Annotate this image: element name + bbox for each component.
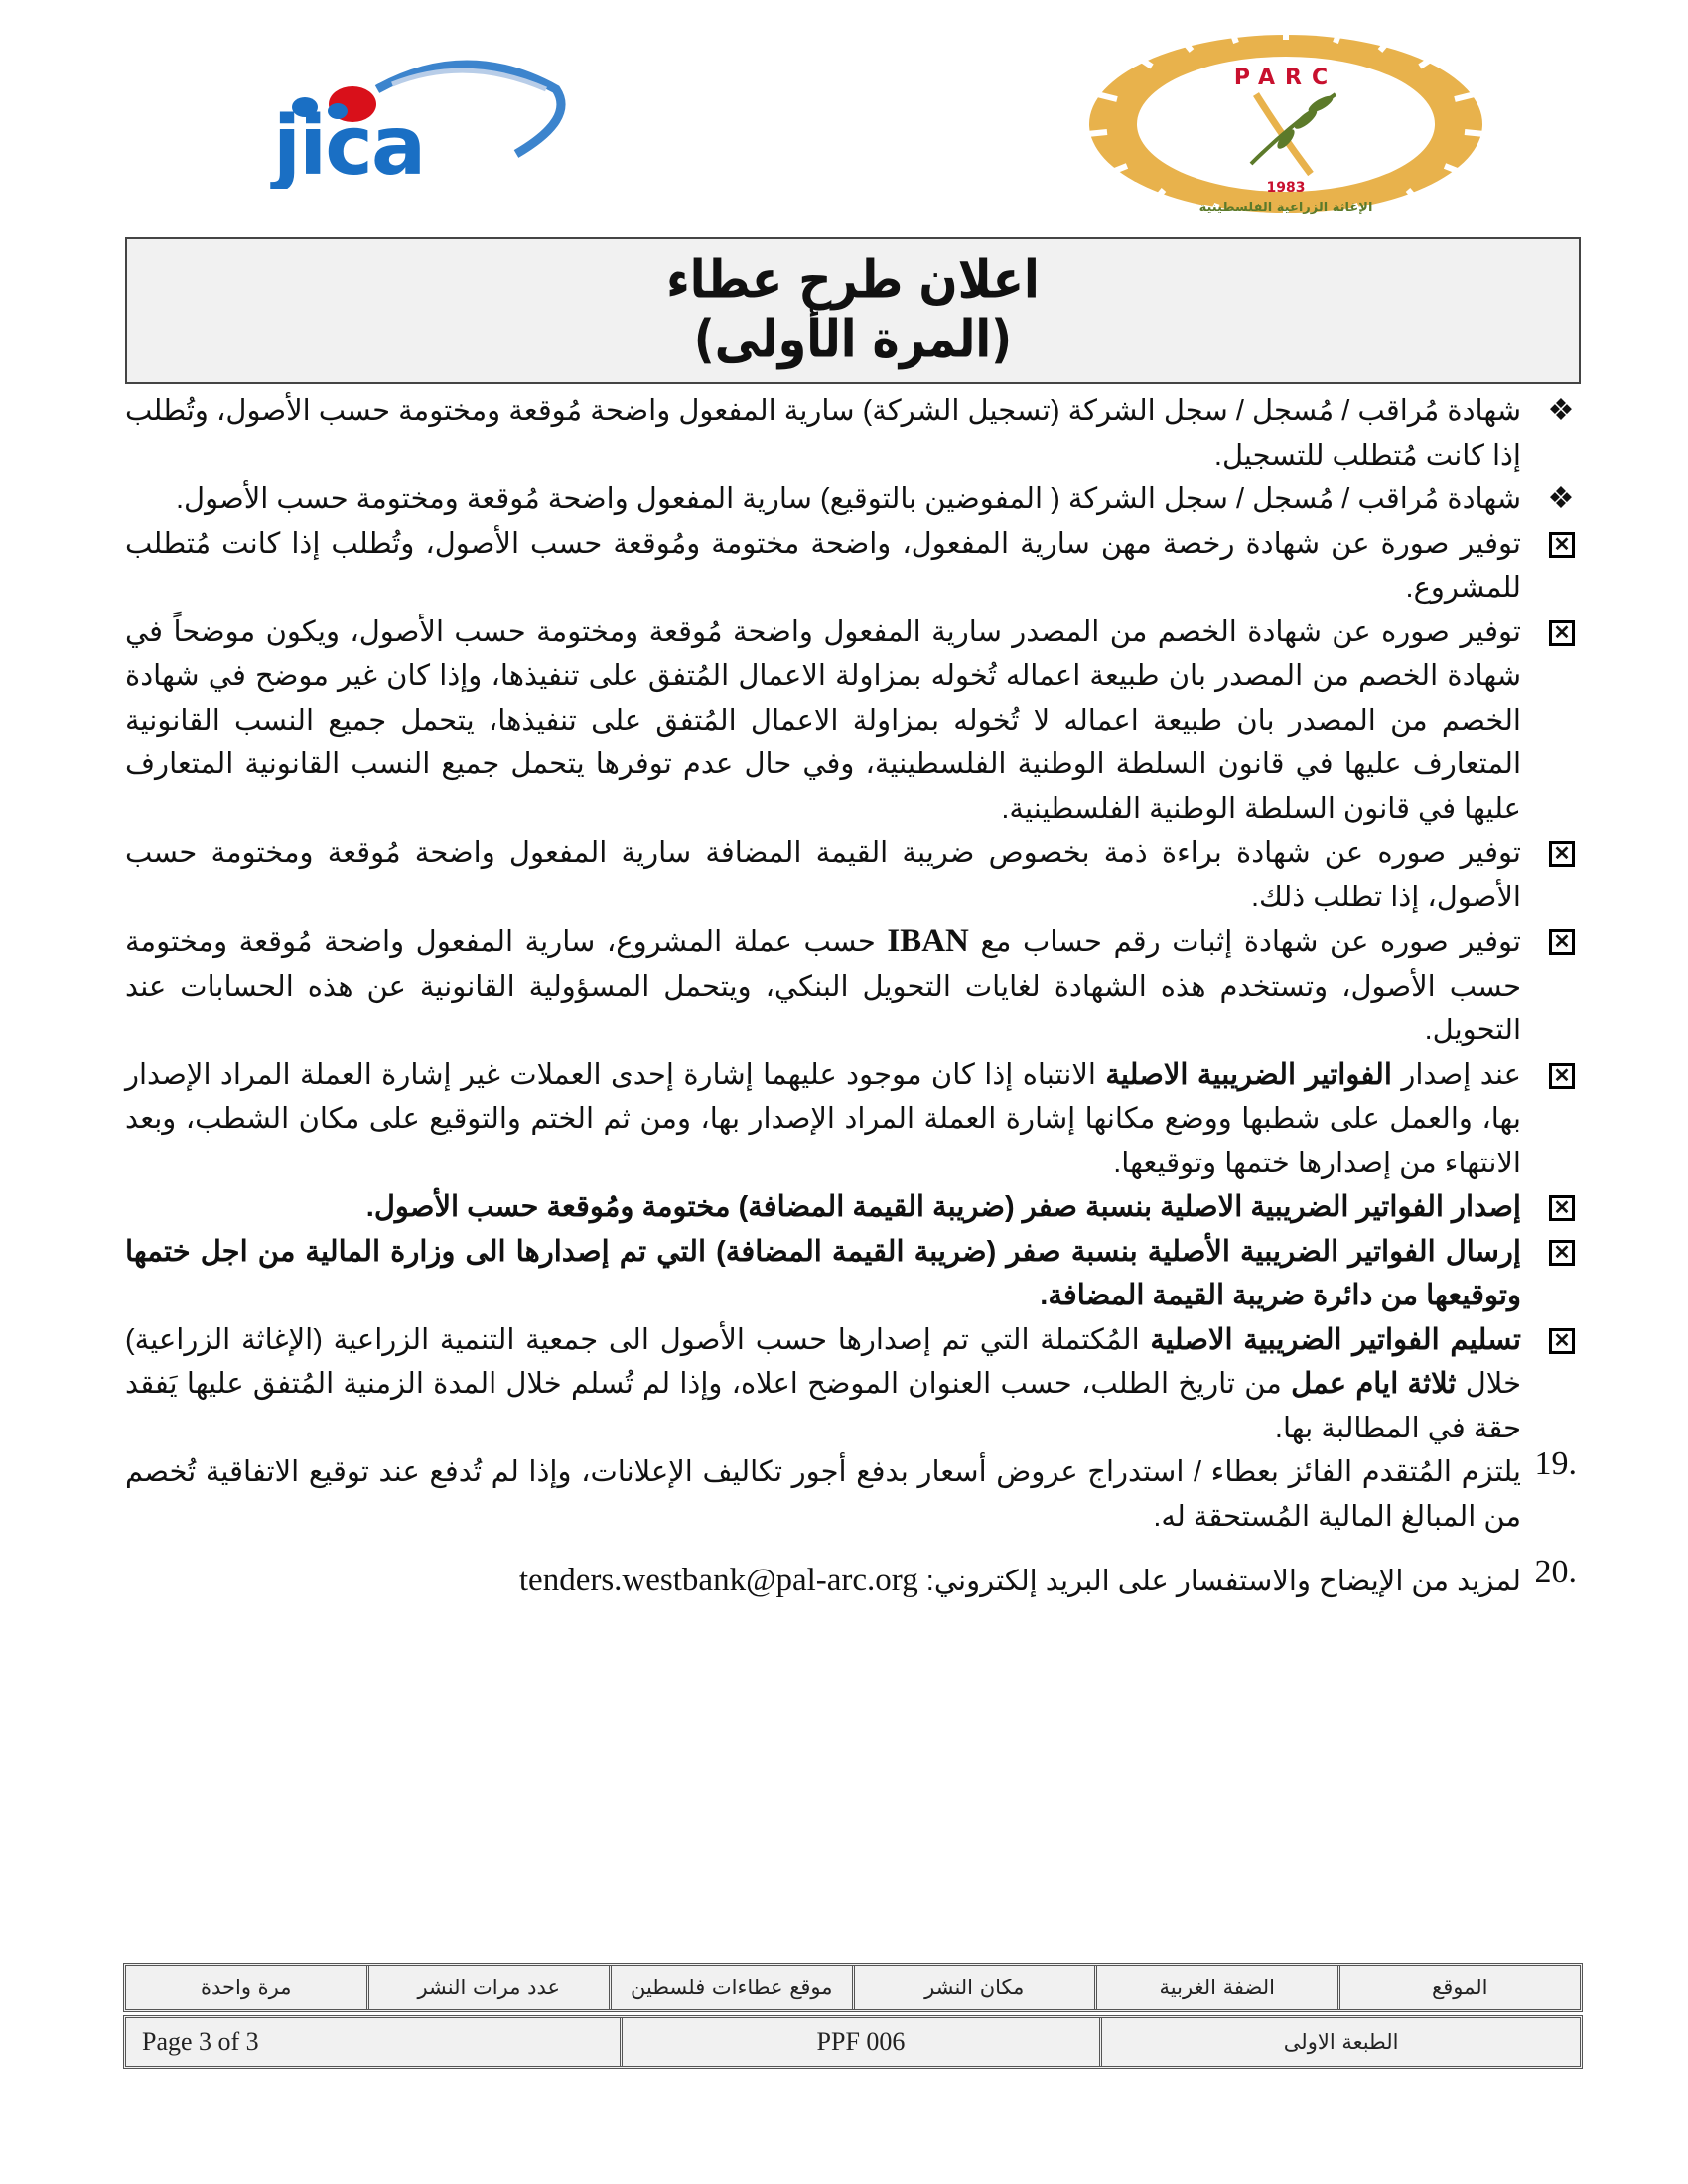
checkbox-x-icon: ✕	[1549, 1240, 1575, 1266]
item-text: إرسال الفواتير الضريبية الأصلية بنسبة صفر (ضريبة القيمة المضافة) التي تم إصدارها الى وزارة المالية من اجل ختمها وتوقيعها من دائرة ضريبة القيمة المضافة.	[125, 1235, 1521, 1311]
footer-row-publication	[123, 1963, 1583, 2012]
requirements-list	[125, 389, 1577, 1604]
list-item-numbered	[125, 1445, 1577, 1539]
list-item-numbered	[125, 1554, 1577, 1604]
parc-logo	[1082, 25, 1489, 223]
publish-place-value: موقع عطاءات فلسطين	[609, 1966, 852, 2009]
item-text: عند إصدار	[1401, 1058, 1521, 1091]
footer-row-document	[123, 2015, 1583, 2069]
item-text: لمزيد من الإيضاح والاستفسار على البريد إلكتروني:	[925, 1566, 1521, 1597]
item-text: شهادة مُراقب / مُسجل / سجل الشركة ( المفوضين بالتوقيع) سارية المفعول واضحة مُوقعة ومختومة حسب الأصول.	[175, 483, 1521, 515]
document-code: PPF 006	[620, 2018, 1100, 2066]
item-text: حسب عملة المشروع، سارية المفعول واضحة مُوقعة ومختومة حسب الأصول، وتستخدم هذه الشهادة لغايات التحويل البنكي، ويتحمل المسؤولية القانونية عن هذه الحسابات عند التحويل.	[125, 926, 1521, 1046]
diamond-bullet-icon: ❖	[1547, 394, 1575, 427]
list-item	[125, 1318, 1577, 1451]
diamond-bullet-icon: ❖	[1547, 482, 1575, 515]
item-text: توفير صوره عن شهادة إثبات رقم حساب مع	[980, 926, 1521, 958]
item-text: من تاريخ الطلب، حسب العنوان الموضح اعلاه، وإذا لم تُسلم خلال المدة الزمنية المُتفق عليها يَفقد حقة في المطالبة بها.	[125, 1368, 1521, 1444]
announcement-title-box	[125, 237, 1581, 384]
list-item	[125, 1230, 1577, 1318]
list-item	[125, 611, 1577, 832]
item-text: يلتزم المُتقدم الفائز بعطاء / استدراج عروض أسعار بدفع أجور تكاليف الإعلانات، وإذا لم تُدفع عند توقيع الاتفاقية تُخصم من المبالغ المالية المُستحقة له.	[125, 1456, 1521, 1533]
item-text: شهادة مُراقب / مُسجل / سجل الشركة (تسجيل الشركة) سارية المفعول واضحة مُوقعة ومختومة حسب الأصول، وتُطلب إذا كانت مُتطلب للتسجيل.	[125, 395, 1521, 472]
checkbox-x-icon: ✕	[1549, 1328, 1575, 1354]
publish-place-label: مكان النشر	[852, 1966, 1095, 2009]
page-title: اعلان طرح عطاء	[666, 247, 1040, 311]
item-text: المُكتملة التي تم إصدارها حسب الأصول الى جمعية التنمية الزراعية (الإغاثة الزراعية) خلال	[125, 1323, 1522, 1400]
publish-count-value: مرة واحدة	[201, 1976, 292, 1999]
item-text: توفير صورة عن شهادة رخصة مهن سارية المفعول، واضحة مختومة ومُوقعة حسب الأصول، وتُطلب إذا كانت مُتطلب للمشروع.	[125, 527, 1521, 604]
svg-text:jica: jica	[273, 99, 425, 189]
item-text: توفير صوره عن شهادة الخصم من المصدر سارية المفعول واضحة مُوقعة ومختومة حسب الأصول، ويكون موضحاً في شهادة الخصم من المصدر بان طبيعة اعماله تُخوله بمزاولة الاعمال المُتفق على تنفيذها، وإذا كان غير موضح في شهادة الخصم من المصدر بان طبيعة اعماله لا تُخوله بمزاولة الاعمال المُتفق على تنفيذها، يتحمل جميع النسب القانونية المتعارف عليها في قانون السلطة الوطنية الفلسطينية، وفي حال عدم توفرها يتحمل جميع النسب القانونية المتعارف عليها في قانون السلطة الوطنية الفلسطينية.	[125, 615, 1521, 825]
item-bold-text: تسليم الفواتير الضريبية الاصلية	[1150, 1323, 1521, 1356]
item-text: الانتباه إذا كان موجود عليهما إشارة إحدى العملات غير إشارة العملة المراد الإصدار بها، والعمل على شطبها ووضع مكانها إشارة العملة المراد الإصدار بها، ومن ثم الختم والتوقيع على مكان الشطب، وبعد الانتهاء من إصدارها ختمها وتوقيعها.	[125, 1058, 1521, 1179]
list-item	[125, 1185, 1577, 1230]
item-text: توفير صوره عن شهادة براءة ذمة بخصوص ضريبة القيمة المضافة سارية المفعول واضحة مُوقعة ومختومة حسب الأصول، إذا تطلب ذلك.	[125, 837, 1521, 913]
checkbox-x-icon: ✕	[1549, 1195, 1575, 1221]
page-subtitle: (المرة الأولى)	[693, 307, 1013, 370]
list-item	[125, 389, 1577, 478]
location-value: الضفة الغربية	[1094, 1966, 1337, 2009]
checkbox-x-icon: ✕	[1549, 532, 1575, 558]
item-number: 20.	[1534, 1554, 1577, 1590]
item-text: إصدار الفواتير الضريبية الاصلية بنسبة صفر (ضريبة القيمة المضافة) مختومة ومُوقعة حسب الأصول.	[365, 1191, 1521, 1223]
location-label: الموقع	[1337, 1966, 1581, 2009]
item-bold-text: ثلاثة ايام عمل	[1291, 1368, 1457, 1400]
iban-label: IBAN	[887, 923, 969, 959]
list-item	[125, 478, 1577, 522]
checkbox-x-icon: ✕	[1549, 841, 1575, 867]
checkbox-x-icon: ✕	[1549, 929, 1575, 955]
checkbox-x-icon: ✕	[1549, 1063, 1575, 1089]
edition-label: الطبعة الاولى	[1099, 2018, 1580, 2066]
publish-count-label: عدد مرات النشر	[366, 1966, 610, 2009]
jica-logo	[228, 50, 586, 189]
publication-info-table	[123, 1963, 1583, 2069]
page-number: Page 3 of 3	[141, 2027, 259, 2056]
svg-text:1983: 1983	[1266, 180, 1306, 196]
svg-text:PARC: PARC	[1233, 66, 1338, 90]
checkbox-x-icon: ✕	[1549, 620, 1575, 646]
list-item	[125, 522, 1577, 611]
svg-text:الإغاثة الزراعية الفلسطينية: الإغاثة الزراعية الفلسطينية	[1198, 201, 1373, 215]
item-number: 19.	[1534, 1445, 1577, 1482]
contact-email-link[interactable]: tenders.westbank@pal-arc.org	[518, 1563, 918, 1598]
item-bold-text: الفواتير الضريبية الاصلية	[1105, 1058, 1392, 1091]
list-item	[125, 919, 1577, 1053]
list-item	[125, 831, 1577, 919]
list-item	[125, 1053, 1577, 1186]
